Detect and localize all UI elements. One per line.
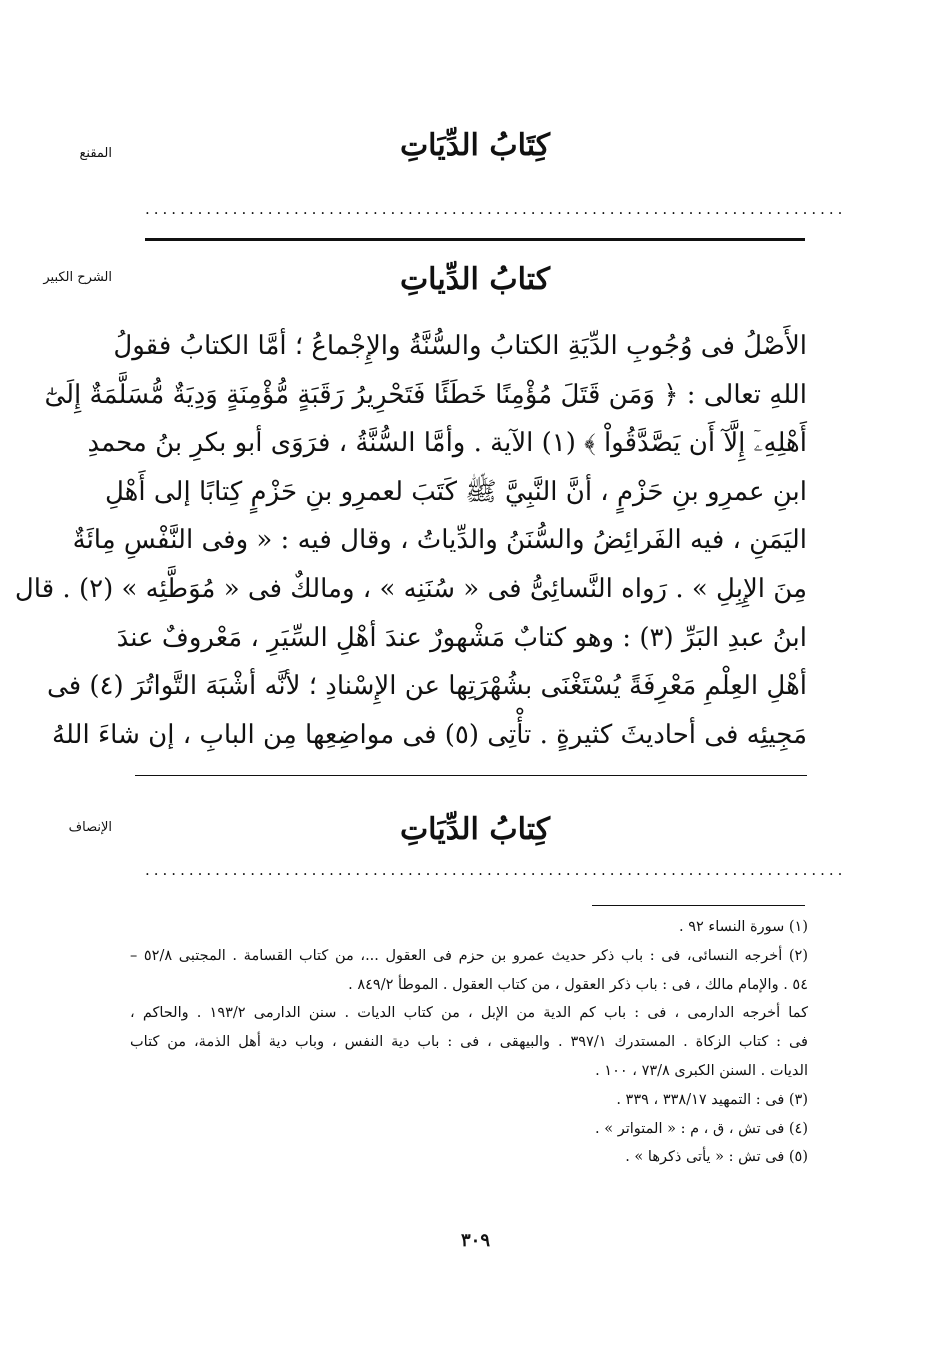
muqni-dots: ................................................................................ <box>145 200 847 218</box>
footnote-line: (٤) فى تش ، ق ، م : « المتواتر » . <box>595 1120 808 1137</box>
label-insaf: الإنصاف <box>68 820 112 835</box>
insaf-title: كِتابُ الدِّيَاتِ <box>399 812 551 847</box>
body-line: اليَمَنِ ، فيه الفَرائِضُ والسُّنَنُ والدِّياتُ ، وقال فيه : « وفى النَّفْسِ مِائَةٌ <box>72 525 807 556</box>
footnote-line: كما أخرجه الدارمى ، فى : باب كم الدية من الإبل ، من كتاب الديات . سنن الدارمى ١٩٣/٢ . والحاكم ، <box>130 1005 808 1022</box>
footnote-line: الديات . السنن الكبرى ٧٣/٨ ، ١٠٠ . <box>595 1062 808 1079</box>
footnote-line: ٥٤ . والإمام مالك ، فى : باب ذكر العقول ، من كتاب العقول . الموطأ ٨٤٩/٢ . <box>348 976 808 993</box>
body-line: الأَصْلُ فى وُجُوبِ الدِّيَةِ الكتابُ والسُّنَّةُ والإِجْماعُ ؛ أمَّا الكتابُ فقولُ <box>113 331 807 361</box>
body-line: أهْلِ العِلْمِ مَعْرِفَةً يُسْتَغْنَى بشُهْرَتِها عن الإِسْنادِ ؛ لأنَّه أشْبَهَ التَّواتُرَ (٤) فى <box>47 671 807 702</box>
footnote-line: (٣) فى : التمهيد ٣٣٨/١٧ ، ٣٣٩ . <box>616 1091 808 1108</box>
section-divider-bottom <box>135 775 807 776</box>
footnote-line: (٢) أخرجه النسائى، فى : باب ذكر حديث عمرو بن حزم فى العقول ...، من كتاب القسامة . المجتبى ٥٢/٨ – <box>130 947 809 964</box>
muqni-title: كِتَابُ الدِّيَاتِ <box>399 128 551 163</box>
footnotes <box>130 913 808 1172</box>
label-muqni: المقنع <box>79 146 112 161</box>
insaf-dots: ................................................................................ <box>145 861 847 879</box>
page-number: ٣٠٩ <box>460 1230 490 1251</box>
footnote-rule <box>592 905 805 906</box>
label-sharh-kabir: الشرح الكبير <box>43 270 112 285</box>
body-line: مَجِيئِه فى أحاديثَ كثيرةٍ . تأْتِى (٥) فى مواضِعِها مِن البابِ ، إن شاءَ اللهُ <box>52 719 807 750</box>
body-line: ابنُ عبدِ البَرِّ (٣) : وهو كتابٌ مَشْهورٌ عندَ أهْلِ السِّيَرِ ، مَعْروفٌ عندَ <box>116 622 807 653</box>
sharh-body <box>14 322 807 759</box>
body-line: اللهِ تعالى : ﴿ وَمَن قَتَلَ مُؤْمِنًا خَطَئًا فَتَحْرِيرُ رَقَبَةٍ مُّؤْمِنَةٍ وَدِيَةٌ مُّسَلَّمَةٌ إِلَىٰٓ <box>44 379 807 410</box>
body-line: مِنَ الإِبِلِ » . رَواه النَّسائِىُّ فى « سُنَنِه » ، ومالكٌ فى « مُوَطَّئِه » (٢) . قال <box>14 573 807 604</box>
footnote-line: فى : كتاب الزكاة . المستدرك ٣٩٧/١ . والبيهقى ، فى : باب دية النفس ، وباب دية أهل الذمة، من كتاب <box>130 1034 808 1051</box>
footnote-line: (١) سورة النساء ٩٢ . <box>679 919 808 935</box>
section-divider-top <box>145 238 805 241</box>
footnote-line: (٥) فى تش : « يأتى ذكرها » . <box>625 1149 808 1166</box>
body-line: ابنِ عمرِو بنِ حَزْمٍ ، أنَّ النَّبِيَّ ﷺ كَتَبَ لعمرِو بنِ حَزْمٍ كِتابًا إلى أَهْلِ <box>104 476 807 507</box>
body-line: أَهْلِهِۦٓ إِلَّآ أَن يَصَّدَّقُواْ ﴾ (١) الآية . وأمَّا السُّنَّةُ ، فرَوَى أبو بكرِ بنُ محمدِ <box>87 428 807 459</box>
sharh-title: كتابُ الدِّياتِ <box>399 262 551 297</box>
